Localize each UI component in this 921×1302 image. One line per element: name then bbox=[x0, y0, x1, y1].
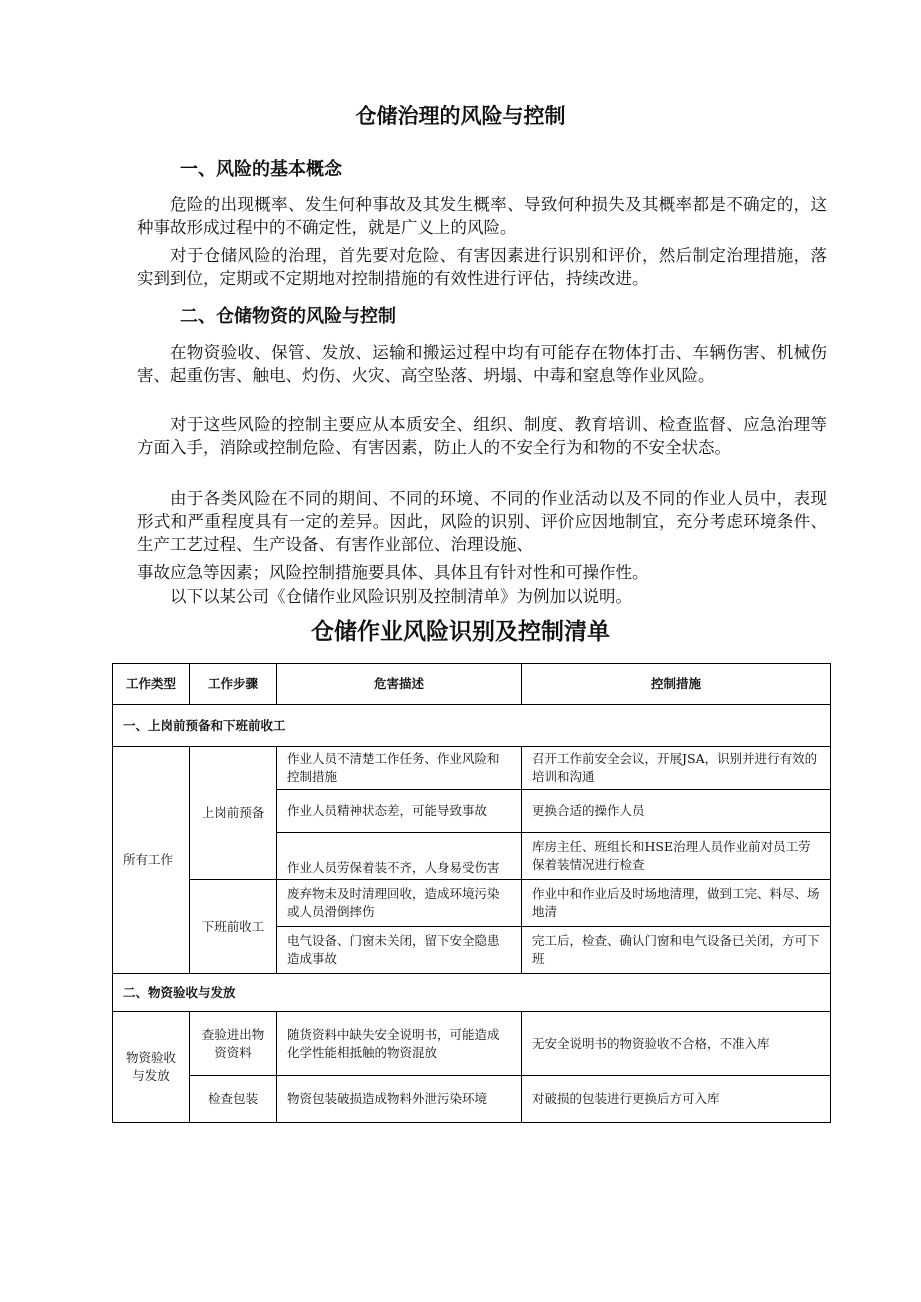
control-cell: 更换合适的操作人员 bbox=[522, 790, 831, 833]
work-step-cell: 上岗前预备 bbox=[190, 747, 277, 880]
work-step-cell: 查验进出物资资料 bbox=[190, 1012, 277, 1076]
control-cell: 库房主任、班组长和HSE治理人员作业前对员工劳保着装情况进行检查 bbox=[522, 833, 831, 880]
column-header: 危害描述 bbox=[277, 664, 522, 705]
table-row bbox=[113, 747, 831, 790]
section-heading-1: 一、风险的基本概念 bbox=[180, 159, 342, 180]
paragraph: 由于各类风险在不同的期间、不同的环境、不同的作业活动以及不同的作业人员中，表现形式和严重程度具有一定的差异。因此，风险的识别、评价应因地制宜，充分考虑环境条件、生产工艺过程、生产设备、有害作业部位、治理设施、 bbox=[137, 489, 827, 554]
work-step-cell: 检查包装 bbox=[190, 1076, 277, 1123]
section-row bbox=[113, 974, 831, 1012]
paragraph: 对于这些风险的控制主要应从本质安全、组织、制度、教育培训、检查监督、应急治理等方面入手，消除或控制危险、有害因素，防止人的不安全行为和物的不安全状态。 bbox=[137, 415, 827, 457]
control-cell: 无安全说明书的物资验收不合格，不准入库 bbox=[522, 1012, 831, 1076]
table-row bbox=[113, 880, 831, 927]
control-cell: 作业中和作业后及时场地清理，做到工完、料尽、场地清 bbox=[522, 880, 831, 927]
control-cell: 完工后，检查、确认门窗和电气设备已关闭，方可下班 bbox=[522, 927, 831, 974]
work-step-cell: 下班前收工 bbox=[190, 880, 277, 974]
section-heading-2: 二、仓储物资的风险与控制 bbox=[180, 306, 396, 327]
column-header: 工作类型 bbox=[113, 664, 190, 705]
section-row bbox=[113, 705, 831, 747]
paragraph: 以下以某公司《仓储作业风险识别及控制清单》为例加以说明。 bbox=[170, 587, 632, 606]
paragraph: 危险的出现概率、发生何种事故及其发生概率、导致何种损失及其概率都是不确定的，这种事故形成过程中的不确定性，就是广义上的风险。 bbox=[137, 195, 827, 237]
section-label: 一、上岗前预备和下班前收工 bbox=[113, 705, 831, 747]
paragraph: 事故应急等因素；风险控制措施要具体、具体且有针对性和可操作性。 bbox=[137, 563, 649, 582]
control-cell: 对破损的包装进行更换后方可入库 bbox=[522, 1076, 831, 1123]
document-title: 仓储治理的风险与控制 bbox=[355, 103, 566, 128]
column-header: 工作步骤 bbox=[190, 664, 277, 705]
hazard-cell: 作业人员不清楚工作任务、作业风险和控制措施 bbox=[277, 747, 522, 790]
paragraph: 对于仓储风险的治理，首先要对危险、有害因素进行识别和评价，然后制定治理措施，落实到到位，定期或不定期地对控制措施的有效性进行评估，持续改进。 bbox=[137, 246, 827, 288]
paragraph: 在物资验收、保管、发放、运输和搬运过程中均有可能存在物体打击、车辆伤害、机械伤害、起重伤害、触电、灼伤、火灾、高空坠落、坍塌、中毒和窒息等作业风险。 bbox=[137, 343, 827, 385]
table-row bbox=[113, 1012, 831, 1076]
hazard-cell: 随货资料中缺失安全说明书，可能造成化学性能相抵触的物资混放 bbox=[277, 1012, 522, 1076]
control-cell: 召开工作前安全会议，开展JSA，识别并进行有效的培训和沟通 bbox=[522, 747, 831, 790]
hazard-cell: 电气设备、门窗未关闭，留下安全隐患造成事故 bbox=[277, 927, 522, 974]
hazard-cell: 作业人员劳保着装不齐，人身易受伤害 bbox=[277, 833, 522, 880]
hazard-cell: 作业人员精神状态差，可能导致事故 bbox=[277, 790, 522, 833]
table-header-row bbox=[113, 664, 831, 705]
risk-control-table bbox=[112, 663, 831, 1123]
column-header: 控制措施 bbox=[522, 664, 831, 705]
table-row bbox=[113, 1076, 831, 1123]
table-title: 仓储作业风险识别及控制清单 bbox=[311, 618, 610, 645]
work-type-cell: 物资验收与发放 bbox=[113, 1012, 190, 1123]
hazard-cell: 废弃物未及时清理回收，造成环境污染或人员滑倒摔伤 bbox=[277, 880, 522, 927]
section-label: 二、物资验收与发放 bbox=[113, 974, 831, 1012]
hazard-cell: 物资包装破损造成物料外泄污染环境 bbox=[277, 1076, 522, 1123]
work-type-cell: 所有工作 bbox=[113, 747, 190, 974]
